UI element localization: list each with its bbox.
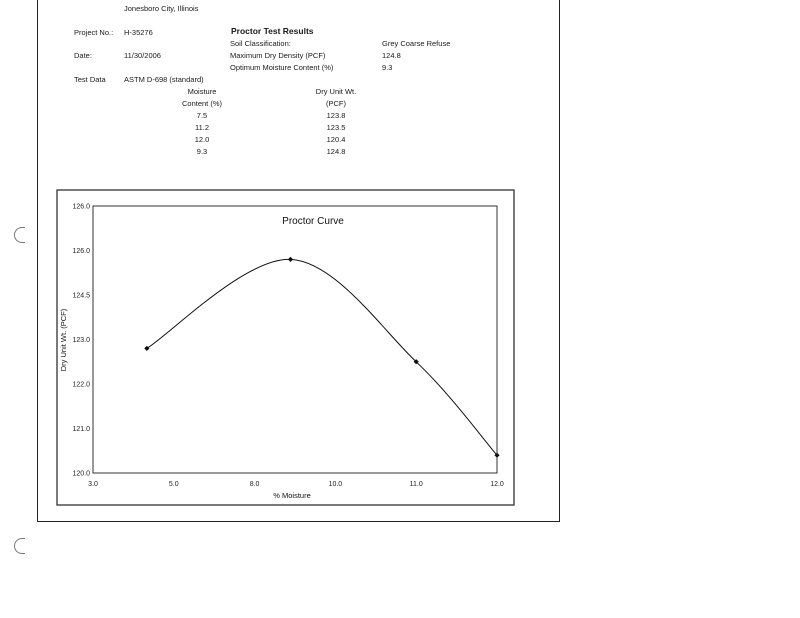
location-text: Jonesboro City, Illinois <box>124 4 199 13</box>
x-tick-label: 3.0 <box>88 481 98 488</box>
max-dry-density-value: 124.8 <box>382 51 401 60</box>
x-tick-label: 12.0 <box>490 481 504 488</box>
x-axis-label: % Moisture <box>273 491 311 500</box>
table-cell-density: 123.5 <box>326 123 346 132</box>
y-axis-label: Dry Unit Wt. (PCF) <box>59 308 68 372</box>
results-title: Proctor Test Results <box>231 26 314 36</box>
y-tick-label: 122.0 <box>72 381 90 389</box>
optimum-moisture-label: Optimum Moisture Content (%) <box>230 63 334 72</box>
x-tick-label: 10.0 <box>328 481 343 488</box>
moisture-header-1: Moisture <box>187 87 217 96</box>
plot-area <box>93 206 497 473</box>
density-header-2: (PCF) <box>326 99 346 108</box>
table-cell-moisture: 12.0 <box>194 135 210 144</box>
proctor-curve-line <box>147 259 497 455</box>
y-tick-label: 126.0 <box>72 248 90 255</box>
optimum-moisture-value: 9.3 <box>382 63 393 72</box>
project-label: Project No.: <box>74 28 114 37</box>
y-tick-label: 121.0 <box>72 426 90 433</box>
project-number: H-35276 <box>124 28 153 37</box>
table-cell-moisture: 7.5 <box>196 111 208 120</box>
soil-classification-label: Soil Classification: <box>230 39 291 48</box>
date-value: 11/30/2006 <box>124 51 161 60</box>
y-tick-label: 120.0 <box>72 470 90 478</box>
table-cell-density: 123.8 <box>326 111 346 120</box>
table-cell-density: 120.4 <box>326 135 346 144</box>
y-tick-label: 123.0 <box>72 337 90 344</box>
table-cell-density: 124.8 <box>326 147 346 156</box>
data-point <box>144 346 149 351</box>
max-dry-density-label: Maximum Dry Density (PCF) <box>230 51 326 60</box>
data-point <box>288 257 293 262</box>
moisture-header-2: Content (%) <box>181 99 223 108</box>
x-tick-label: 11.0 <box>409 481 423 488</box>
x-tick-label: 8.0 <box>249 481 260 488</box>
test-method: ASTM D-698 (standard) <box>124 75 204 84</box>
table-cell-moisture: 9.3 <box>196 147 208 156</box>
date-label: Date: <box>74 51 92 60</box>
density-header-1: Dry Unit Wt. <box>315 87 357 96</box>
y-tick-label: 126.0 <box>72 203 90 211</box>
chart-title: Proctor Curve <box>282 216 344 227</box>
chart-frame <box>57 190 514 505</box>
table-cell-moisture: 11.2 <box>194 123 210 132</box>
y-tick-label: 124.5 <box>72 292 90 300</box>
test-data-label: Test Data <box>74 75 106 84</box>
x-tick-label: 5.0 <box>168 481 179 488</box>
soil-classification-value: Grey Coarse Refuse <box>382 39 451 48</box>
